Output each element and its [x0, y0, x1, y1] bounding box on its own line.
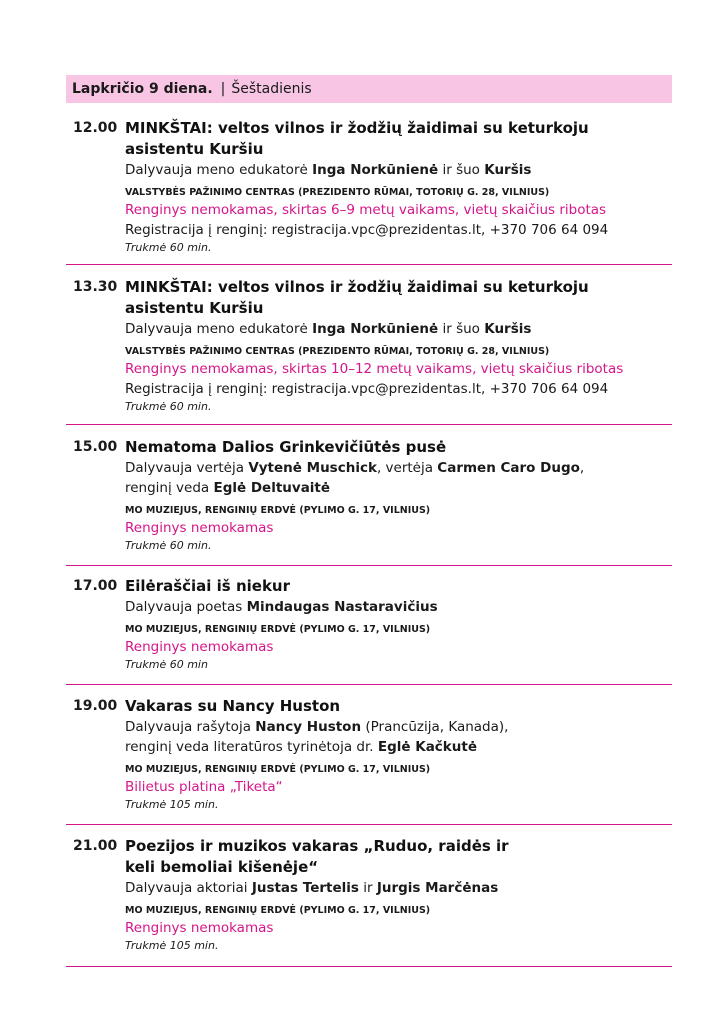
event-title	[125, 836, 672, 878]
divider	[66, 565, 672, 566]
event-title: Eilėraščiai iš niekur	[125, 577, 291, 595]
event-title-line: asistentu Kuršiu	[125, 140, 264, 158]
event-title: Nematoma Dalios Grinkevičiūtės pusė	[125, 438, 447, 456]
participant-name: Nancy Huston	[255, 719, 362, 735]
event-title	[125, 277, 672, 319]
participants-text: , vertėja	[376, 460, 438, 476]
event-time: 19.00	[73, 698, 118, 714]
participants-text: Dalyvauja meno edukatorė	[125, 162, 313, 178]
participants-text: Dalyvauja vertėja	[125, 460, 249, 476]
participants-text: Dalyvauja meno edukatorė	[125, 321, 313, 337]
event-venue: MO MUZIEJUS, RENGINIŲ ERDVĖ (PYLIMO G. 17, VILNIUS)	[125, 764, 431, 775]
event-venue: MO MUZIEJUS, RENGINIŲ ERDVĖ (PYLIMO G. 17, VILNIUS)	[125, 905, 431, 916]
divider	[66, 684, 672, 685]
participant-name: Justas Tertelis	[251, 880, 359, 896]
event-participants	[125, 717, 672, 737]
participants-text: ir	[358, 880, 377, 896]
event-admission: Renginys nemokamas	[125, 639, 274, 655]
event-item	[66, 576, 672, 672]
event-title-line: keli bemoliai kišenėje“	[125, 858, 319, 876]
day-date: Lapkričio 9 diena.	[72, 81, 213, 97]
event-venue: VALSTYBĖS PAŽINIMO CENTRAS (PREZIDENTO RŪMAI, TOTORIŲ G. 28, VILNIUS)	[125, 346, 550, 357]
event-time: 17.00	[73, 578, 118, 594]
participant-name: Kuršis	[484, 162, 532, 178]
event-host	[125, 478, 672, 498]
participant-name: Inga Norkūnienė	[312, 321, 439, 337]
participant-name: Mindaugas Nastaravičius	[246, 599, 438, 615]
event-registration: Registracija į renginį: registracija.vpc@prezidentas.lt, +370 706 64 094	[125, 381, 609, 397]
event-participants	[125, 160, 672, 180]
event-tickets: Bilietus platina „Tiketa“	[125, 779, 283, 795]
event-participants	[125, 597, 672, 617]
event-time: 13.30	[73, 279, 118, 295]
divider	[66, 966, 672, 967]
participants-text: Dalyvauja poetas	[125, 599, 247, 615]
participants-text: renginį veda literatūros tyrinėtoja dr.	[125, 739, 378, 755]
participant-name: Carmen Caro Dugo	[437, 460, 580, 476]
event-admission: Renginys nemokamas	[125, 920, 274, 936]
event-duration: Trukmė 60 min	[125, 658, 208, 671]
event-venue: VALSTYBĖS PAŽINIMO CENTRAS (PREZIDENTO RŪMAI, TOTORIŲ G. 28, VILNIUS)	[125, 187, 550, 198]
participants-text: (Prancūzija, Kanada),	[361, 719, 509, 735]
divider	[66, 824, 672, 825]
event-time: 21.00	[73, 838, 118, 854]
event-item	[66, 437, 672, 553]
event-host	[125, 737, 672, 757]
day-weekday: Šeštadienis	[231, 81, 312, 97]
participants-text: Dalyvauja aktoriai	[125, 880, 252, 896]
divider	[66, 264, 672, 265]
participant-name: Inga Norkūnienė	[312, 162, 439, 178]
event-title-line: MINKŠTAI: veltos vilnos ir žodžių žaidimai su keturkoju	[125, 119, 589, 137]
event-registration: Registracija į renginį: registracija.vpc@prezidentas.lt, +370 706 64 094	[125, 222, 609, 238]
event-title: Vakaras su Nancy Huston	[125, 697, 341, 715]
event-title-line: Poezijos ir muzikos vakaras „Ruduo, raidės ir	[125, 837, 509, 855]
participants-text: Dalyvauja rašytoja	[125, 719, 256, 735]
host-name: Eglė Deltuvaitė	[213, 480, 331, 496]
participants-text: renginį veda	[125, 480, 214, 496]
event-item	[66, 118, 672, 255]
header-separator: |	[220, 81, 226, 97]
event-duration: Trukmė 60 min.	[125, 539, 212, 552]
host-name: Eglė Kačkutė	[377, 739, 477, 755]
participants-text: ir šuo	[438, 162, 485, 178]
event-admission: Renginys nemokamas, skirtas 6–9 metų vaikams, vietų skaičius ribotas	[125, 202, 607, 218]
event-duration: Trukmė 60 min.	[125, 241, 212, 254]
event-time: 12.00	[73, 120, 118, 136]
event-venue: MO MUZIEJUS, RENGINIŲ ERDVĖ (PYLIMO G. 17, VILNIUS)	[125, 624, 431, 635]
event-duration: Trukmė 105 min.	[125, 939, 219, 952]
event-item	[66, 277, 672, 414]
participants-text: ,	[579, 460, 585, 476]
participant-name: Jurgis Marčėnas	[376, 880, 499, 896]
participant-name: Vytenė Muschick	[248, 460, 377, 476]
event-duration: Trukmė 60 min.	[125, 400, 212, 413]
event-title-line: asistentu Kuršiu	[125, 299, 264, 317]
event-participants	[125, 458, 672, 478]
event-admission: Renginys nemokamas	[125, 520, 274, 536]
event-title	[125, 118, 672, 160]
event-participants	[125, 878, 672, 898]
event-item	[66, 696, 672, 812]
divider	[66, 424, 672, 425]
event-duration: Trukmė 105 min.	[125, 798, 219, 811]
event-admission: Renginys nemokamas, skirtas 10–12 metų vaikams, vietų skaičius ribotas	[125, 361, 624, 377]
event-participants	[125, 319, 672, 339]
event-title-line: MINKŠTAI: veltos vilnos ir žodžių žaidimai su keturkoju	[125, 278, 589, 296]
event-item	[66, 836, 672, 953]
event-time: 15.00	[73, 439, 118, 455]
day-header	[66, 75, 672, 103]
participant-name: Kuršis	[484, 321, 532, 337]
participants-text: ir šuo	[438, 321, 485, 337]
event-venue: MO MUZIEJUS, RENGINIŲ ERDVĖ (PYLIMO G. 17, VILNIUS)	[125, 505, 431, 516]
